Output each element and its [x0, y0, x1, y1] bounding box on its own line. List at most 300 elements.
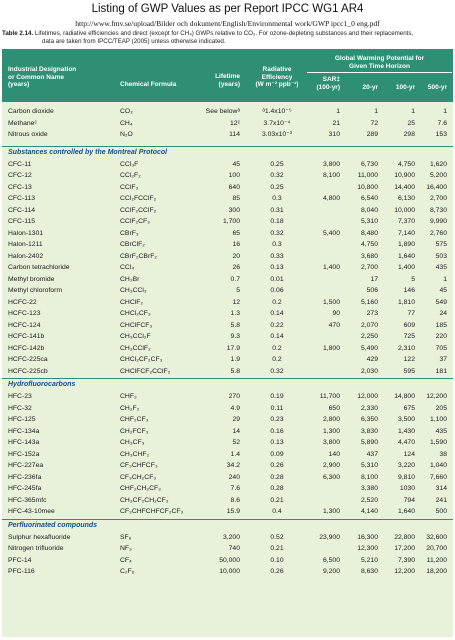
gwp-20yr-value: 273 [366, 310, 378, 317]
compound-name: Methyl chloroform [8, 287, 63, 294]
gwp-20yr-value: 5,310 [360, 462, 378, 469]
gwp-100yr-value: 6,130 [397, 195, 415, 202]
gwp-20yr-value: 12,300 [357, 545, 378, 552]
table-row [2, 391, 453, 403]
compound-name: HFC-152a [8, 450, 40, 458]
table-header [2, 49, 453, 102]
gwp-100yr-value: 725 [403, 333, 415, 340]
radiative-efficiency-value: 0.31 [270, 206, 284, 214]
lifetime-value: 3,200 [222, 533, 240, 541]
section-title: Hydrofluorocarbons [2, 378, 453, 391]
gwp-500yr-value: 153 [435, 131, 447, 138]
lifetime-value: 270 [228, 393, 240, 400]
gwp-20yr-value: 506 [366, 287, 378, 294]
compound-name: Nitrous oxide [8, 131, 48, 138]
gwp-20yr-value: 4,750 [360, 241, 378, 248]
chemical-formula: CHClF₂ [120, 298, 144, 306]
radiative-efficiency-value: 0.11 [270, 404, 284, 412]
table-row [2, 262, 453, 274]
radiative-efficiency-value: 0.13 [270, 439, 284, 446]
gwp-100yr-value: 77 [407, 310, 415, 317]
header-gwp-line-2: Given Time Horizon [349, 62, 410, 70]
compound-name: CFC-114 [8, 206, 36, 214]
gwp-500yr-value: 1,040 [429, 462, 447, 469]
lifetime-value: 45 [232, 160, 240, 168]
chemical-formula: CBrClF₂ [120, 241, 145, 248]
gwp-500yr-value: 2,700 [429, 195, 447, 202]
compound-name: HFC-23 [8, 393, 32, 400]
header-re-line-2: Efficiency [261, 73, 293, 81]
gwp-100yr-value: 10,900 [394, 172, 415, 179]
table-row [2, 495, 453, 507]
lifetime-value: 29 [232, 416, 240, 423]
chemical-formula: CHCl₂CF₃ [120, 310, 151, 317]
radiative-efficiency-value: 0.13 [270, 264, 284, 271]
compound-name: Carbon tetrachloride [8, 264, 70, 271]
chemical-formula: CHF₂CF₃ [120, 416, 149, 423]
radiative-efficiency-value: 0.21 [270, 545, 284, 552]
radiative-efficiency-value: 0.22 [270, 321, 284, 329]
lifetime-value: 100 [228, 172, 240, 179]
gwp-20yr-value: 10,800 [357, 183, 378, 191]
table-row [2, 193, 453, 205]
radiative-efficiency-value: 0.2 [272, 344, 282, 352]
compound-name: Halon-1211 [8, 241, 43, 248]
gwp-100yr-value: 5 [411, 275, 415, 283]
gwp-20yr-value: 5,310 [360, 218, 378, 225]
compound-name: HFC-134a [8, 427, 40, 435]
table-row [2, 159, 453, 171]
compound-name: HFC-125 [8, 416, 36, 423]
gwp-20yr-value: 4,140 [360, 508, 378, 515]
table-row [2, 216, 453, 228]
table-row [2, 343, 453, 355]
radiative-efficiency-value: 0.32 [270, 229, 284, 237]
gwp-500yr-value: 435 [435, 264, 447, 271]
gwp-20yr-value: 5,210 [360, 556, 378, 564]
compound-name: Methyl bromide [8, 275, 55, 283]
gwp-500yr-value: 1 [443, 108, 447, 115]
gwp-20yr-value: 16,300 [357, 533, 378, 541]
gwp-100yr-value: 1,890 [397, 241, 415, 248]
gwp-500yr-value: 12,200 [426, 393, 447, 400]
gwp-500yr-value: 205 [435, 404, 447, 412]
gwp-500yr-value: 24 [439, 310, 447, 317]
gwp-100yr-value: 14,400 [394, 183, 415, 191]
chemical-formula: CH₂FCF₃ [120, 427, 149, 435]
gwp-20yr-value: 2,700 [360, 264, 378, 271]
lifetime-value: 17.9 [226, 344, 240, 352]
header-gwp-rule [307, 72, 452, 73]
gwp-sar-value: 470 [328, 321, 340, 329]
radiative-efficiency-value: 0.4 [272, 508, 282, 515]
header-re-line-3: (W m⁻² ppb⁻¹) [255, 81, 299, 88]
header-100yr: 100-yr [395, 84, 415, 91]
table-row [2, 106, 453, 118]
chemical-formula: CO₂ [120, 108, 133, 115]
compound-name: HCFC-22 [8, 298, 37, 306]
table-row [2, 483, 453, 495]
source-url[interactable]: http://www.fmv.se/upload/Bilder och dokument/English/Environmental work/GWP ipcc1_0 eng.pdf [75, 19, 380, 28]
caption-line-2: data are taken from IPCC/TEAP (2005) unless otherwise indicated. [42, 38, 226, 45]
header-radiative-efficiency [247, 66, 307, 89]
radiative-efficiency-value: 0.25 [270, 183, 284, 191]
lifetime-value: 52 [232, 439, 240, 446]
gwp-100yr-value: 17,200 [394, 545, 415, 552]
radiative-efficiency-value: 0.19 [270, 393, 284, 400]
table-row [2, 331, 453, 343]
gwp-sar-value: 2,800 [322, 416, 340, 423]
lifetime-value: 16 [232, 241, 240, 248]
header-re-line-1: Radiative [262, 66, 292, 73]
gwp-500yr-value: 11,200 [426, 556, 447, 564]
section-title: Perfluorinated compounds [2, 519, 453, 532]
radiative-efficiency-value: 0.2 [272, 298, 282, 306]
chemical-formula: CCl₄ [120, 264, 135, 271]
gwp-20yr-value: 3,680 [360, 252, 378, 260]
radiative-efficiency-value: 3.03x10⁻³ [261, 131, 293, 138]
gwp-100yr-value: 1 [411, 108, 415, 115]
chemical-formula: CHClFCF₂CClF₂ [120, 367, 171, 375]
compound-name: HFC-227ea [8, 462, 44, 469]
table-row [2, 366, 453, 378]
gwp-500yr-value: 32,600 [426, 533, 447, 541]
gwp-500yr-value: 575 [435, 241, 447, 248]
compound-name: CFC-11 [8, 160, 32, 168]
chemical-formula: CF₃CHFCF₃ [120, 462, 158, 469]
radiative-efficiency-value: 0.23 [270, 416, 284, 423]
gwp-sar-value: 8,100 [322, 172, 340, 179]
chemical-formula: CBrF₂CBrF₂ [120, 252, 157, 260]
page-title: Listing of GWP Values as per Report IPCC WG1 AR4 [91, 3, 364, 15]
header-name-line-3: (years) [8, 81, 30, 88]
radiative-efficiency-value: 0.28 [270, 485, 284, 492]
header-gwp [307, 55, 452, 70]
gwp-20yr-value: 5,490 [360, 344, 378, 352]
gwp-20yr-value: 6,730 [360, 160, 378, 168]
compound-name: HCFC-124 [8, 321, 41, 329]
gwp-500yr-value: 9,990 [429, 218, 447, 225]
lifetime-value: 300 [228, 206, 240, 214]
table-row [2, 532, 453, 544]
chemical-formula: CHCl₂CF₂CF₃ [120, 356, 163, 363]
lifetime-value: 1,700 [222, 218, 240, 225]
gwp-sar-value: 23,900 [319, 533, 340, 541]
chemical-formula: CClF₂CClF₂ [120, 206, 157, 214]
caption-text-1: Lifetimes, radiative efficiencies and direct (except for CH₄) GWPs relative to CO₂. For ozone-depleting substances and their replacements, [34, 30, 414, 37]
table-row [2, 170, 453, 182]
compound-name: Halon-2402 [8, 252, 44, 260]
table-row [2, 228, 453, 240]
table-row [2, 320, 453, 332]
gwp-20yr-value: 2,070 [360, 321, 378, 329]
lifetime-value: 5.8 [230, 367, 240, 375]
gwp-100yr-value: 7,370 [397, 218, 415, 225]
gwp-500yr-value: 8,730 [429, 206, 447, 214]
table-row [2, 354, 453, 366]
table-row [2, 297, 453, 309]
radiative-efficiency-value: 0.01 [270, 275, 284, 283]
gwp-sar-value: 3,800 [322, 160, 340, 168]
chemical-formula: CHF₂CH₂CF₃ [120, 485, 161, 492]
chemical-formula: CH₃CF₃ [120, 439, 145, 446]
header-lifetime [192, 73, 240, 88]
gwp-sar-value: 2,900 [322, 462, 340, 469]
gwp-20yr-value: 5,160 [360, 298, 378, 306]
radiative-efficiency-value: 0.3 [272, 195, 282, 202]
lifetime-value: 1.9 [230, 356, 240, 363]
gwp-100yr-value: 14,800 [394, 393, 415, 400]
gwp-500yr-value: 1 [443, 275, 447, 283]
lifetime-value: 15.9 [226, 508, 240, 515]
lifetime-value: 50,000 [219, 556, 240, 564]
table-row [2, 555, 453, 567]
gwp-500yr-value: 185 [435, 321, 447, 329]
gwp-100yr-value: 10,000 [394, 206, 415, 214]
compound-name: HCFC-225ca [8, 356, 48, 363]
table-row [2, 426, 453, 438]
table-spacer [2, 141, 453, 145]
gwp-100yr-value: 22,800 [394, 533, 415, 541]
compound-name: HCFC-123 [8, 310, 41, 317]
gwp-20yr-value: 8,480 [360, 229, 378, 237]
chemical-formula: N₂O [120, 131, 133, 138]
gwp-500yr-value: 1,590 [429, 439, 447, 446]
lifetime-value: 740 [228, 545, 240, 552]
gwp-100yr-value: 1,640 [397, 508, 415, 515]
chemical-formula: CCl₂F₂ [120, 172, 141, 179]
chemical-formula: CH₃Br [120, 275, 140, 283]
chemical-formula: CH₃CCl₃ [120, 287, 147, 294]
lifetime-value: 1.3 [230, 310, 240, 317]
table-row [2, 403, 453, 415]
gwp-100yr-value: 595 [403, 367, 415, 375]
compound-name: CFC-115 [8, 218, 36, 225]
compound-name: Nitrogen trifluoride [8, 545, 64, 552]
lifetime-value: 85 [232, 195, 240, 202]
gwp-500yr-value: 7,660 [429, 473, 447, 481]
gwp-500yr-value: 435 [435, 427, 447, 435]
radiative-efficiency-value: 0.33 [270, 252, 284, 260]
compound-name: Halon-1301 [8, 229, 44, 237]
compound-name: HCFC-142b [8, 344, 45, 352]
gwp-100yr-value: 298 [403, 131, 415, 138]
lifetime-value: 9.3 [230, 333, 240, 340]
compound-name: CFC-12 [8, 172, 32, 179]
gwp-100yr-value: 1,430 [397, 427, 415, 435]
compound-name: HFC-43-10mee [8, 508, 55, 515]
gwp-500yr-value: 38 [439, 450, 447, 458]
header-500yr: 500-yr [427, 84, 447, 91]
header-gwp-line-1: Global Warming Potential for [334, 55, 425, 62]
header-lifetime-line-1: Lifetime [215, 73, 240, 80]
radiative-efficiency-value: 0.16 [270, 427, 284, 435]
gwp-100yr-value: 9,810 [397, 473, 415, 481]
radiative-efficiency-value: 0.25 [270, 160, 284, 168]
radiative-efficiency-value: 0.32 [270, 172, 284, 179]
radiative-efficiency-value: 0.14 [270, 310, 284, 317]
lifetime-value: 0.7 [230, 275, 240, 283]
compound-name: HFC-245fa [8, 485, 42, 492]
chemical-formula: CH₂F₂ [120, 404, 140, 412]
compound-name: HCFC-225cb [8, 367, 48, 375]
lifetime-value: 114 [229, 131, 240, 138]
radiative-efficiency-value: 0.3 [272, 241, 282, 248]
gwp-100yr-value: 3,500 [397, 416, 415, 423]
chemical-formula: NF₃ [120, 545, 132, 552]
gwp-100yr-value: 12,200 [394, 568, 415, 575]
gwp-500yr-value: 220 [435, 333, 447, 340]
gwp-100yr-value: 2,310 [397, 344, 415, 352]
gwp-20yr-value: 72 [370, 119, 378, 127]
table-row [2, 239, 453, 251]
compound-name: HFC-32 [8, 404, 32, 412]
compound-name: HFC-143a [8, 439, 40, 446]
gwp-500yr-value: 705 [435, 344, 447, 352]
header-name [8, 66, 118, 89]
gwp-500yr-value: 503 [435, 252, 447, 260]
gwp-100yr-value: 1030 [399, 485, 415, 492]
gwp-20yr-value: 1 [374, 108, 378, 115]
header-formula: Chemical Formula [120, 81, 177, 88]
compound-name: CFC-13 [8, 183, 32, 191]
radiative-efficiency-value: 0.21 [270, 496, 284, 504]
compound-name: HFC-236fa [8, 473, 42, 481]
compound-name: HCFC-141b [8, 333, 45, 340]
gwp-20yr-value: 3,380 [360, 485, 378, 492]
gwp-100yr-value: 124 [403, 450, 415, 458]
table-row [2, 472, 453, 484]
gwp-100yr-value: 1,810 [397, 298, 415, 306]
lifetime-value: 240 [228, 473, 240, 481]
lifetime-value: 26 [232, 264, 240, 271]
gwp-20yr-value: 6,540 [360, 195, 378, 202]
radiative-efficiency-value: 0.2 [272, 356, 282, 363]
gwp-500yr-value: 500 [435, 508, 447, 515]
lifetime-value: 10,000 [219, 568, 240, 575]
gwp-100yr-value: 794 [403, 496, 415, 504]
lifetime-value: 1.4 [230, 450, 240, 458]
gwp-20yr-value: 437 [366, 450, 378, 458]
gwp-500yr-value: 18,200 [426, 568, 447, 575]
gwp-sar-value: 650 [328, 404, 340, 412]
radiative-efficiency-value: 3.7x10⁻⁴ [263, 119, 291, 127]
chemical-formula: CH₃CCl₂F [120, 333, 151, 340]
header-name-line-2: or Common Name [8, 73, 64, 81]
gwp-100yr-value: 3,220 [397, 462, 415, 469]
table-row [2, 118, 453, 130]
gwp-100yr-value: 4,750 [397, 160, 415, 168]
gwp-100yr-value: 146 [403, 287, 415, 294]
gwp-sar-value: 310 [328, 131, 340, 138]
compound-name: CFC-113 [8, 195, 36, 202]
gwp-500yr-value: 314 [435, 485, 447, 492]
gwp-500yr-value: 2,760 [429, 229, 447, 237]
table-caption [2, 30, 452, 46]
table-row [2, 182, 453, 194]
gwp-20yr-value: 289 [366, 131, 378, 138]
table-row [2, 506, 453, 518]
header-sar-line-1: SAR‡ [322, 76, 340, 83]
chemical-formula: CCl₂FCClF₂ [120, 195, 157, 202]
gwp-sar-value: 1,300 [322, 508, 340, 515]
gwp-20yr-value: 17 [370, 275, 378, 283]
radiative-efficiency-value: 0.14 [270, 333, 284, 340]
lifetime-value: 14 [232, 427, 240, 435]
gwp-sar-value: 6,300 [322, 473, 340, 481]
compound-name: HFC-365mfc [8, 496, 47, 504]
gwp-20yr-value: 12,000 [357, 393, 378, 400]
radiative-efficiency-value: 0.09 [270, 450, 284, 458]
chemical-formula: CBrF₃ [120, 229, 139, 237]
gwp-sar-value: 5,400 [322, 229, 340, 237]
gwp-20yr-value: 6,350 [360, 416, 378, 423]
lifetime-value: 5.8 [230, 321, 240, 329]
header-sar-line-2: (100-yr) [316, 83, 340, 91]
header-20yr: 20-yr [362, 84, 378, 91]
chemical-formula: CHF₃ [120, 393, 137, 400]
chemical-formula: CClF₃ [120, 183, 139, 191]
gwp-500yr-value: 7.6 [437, 119, 447, 127]
gwp-100yr-value: 7,390 [397, 556, 415, 564]
caption-line-1 [2, 30, 452, 38]
lifetime-value: 12 [232, 298, 240, 306]
radiative-efficiency-value: ᵃ1.4x10⁻⁵ [262, 108, 292, 115]
gwp-20yr-value: 2,250 [360, 333, 378, 340]
lifetime-value: 65 [232, 229, 240, 237]
table-row [2, 205, 453, 217]
gwp-20yr-value: 2,520 [360, 496, 378, 504]
gwp-100yr-value: 1,640 [397, 252, 415, 260]
gwp-table [2, 49, 453, 637]
table-row [2, 449, 453, 461]
table-row [2, 566, 453, 578]
table-row [2, 308, 453, 320]
lifetime-value: 12ᶜ [230, 119, 240, 127]
gwp-500yr-value: 181 [435, 367, 447, 375]
caption-label: Table 2.14. [2, 30, 34, 37]
gwp-500yr-value: 45 [439, 287, 447, 294]
radiative-efficiency-value: 0.28 [270, 473, 284, 481]
gwp-20yr-value: 11,000 [357, 172, 378, 179]
gwp-500yr-value: 16,400 [426, 183, 447, 191]
chemical-formula: CClF₂CF₃ [120, 218, 150, 225]
chemical-formula: SF₆ [120, 533, 132, 541]
gwp-sar-value: 90 [332, 310, 340, 317]
compound-name: PFC-116 [8, 568, 35, 575]
chemical-formula: C₂F₆ [120, 568, 135, 575]
radiative-efficiency-value: 0.10 [270, 556, 284, 564]
compound-name: Sulphur hexafluoride [8, 533, 71, 541]
gwp-sar-value: 1 [336, 108, 340, 115]
gwp-500yr-value: 549 [435, 298, 447, 306]
lifetime-value: 640 [228, 183, 240, 191]
gwp-500yr-value: 241 [435, 496, 447, 504]
chemical-formula: CHClFCF₃ [120, 321, 153, 329]
radiative-efficiency-value: 0.18 [270, 218, 284, 225]
lifetime-value: 7.6 [230, 485, 240, 492]
gwp-sar-value: 9,200 [322, 568, 340, 575]
gwp-sar-value: 3,800 [322, 439, 340, 446]
chemical-formula: CH₃CF₂CH₂CF₃ [120, 496, 169, 504]
table-row [2, 285, 453, 297]
gwp-sar-value: 6,500 [322, 556, 340, 564]
gwp-100yr-value: 1,400 [397, 264, 415, 271]
chemical-formula: CF₃CH₂CF₃ [120, 473, 157, 481]
gwp-sar-value: 1,300 [322, 427, 340, 435]
header-lifetime-line-2: (years) [218, 80, 240, 88]
gwp-100yr-value: 609 [403, 321, 415, 329]
